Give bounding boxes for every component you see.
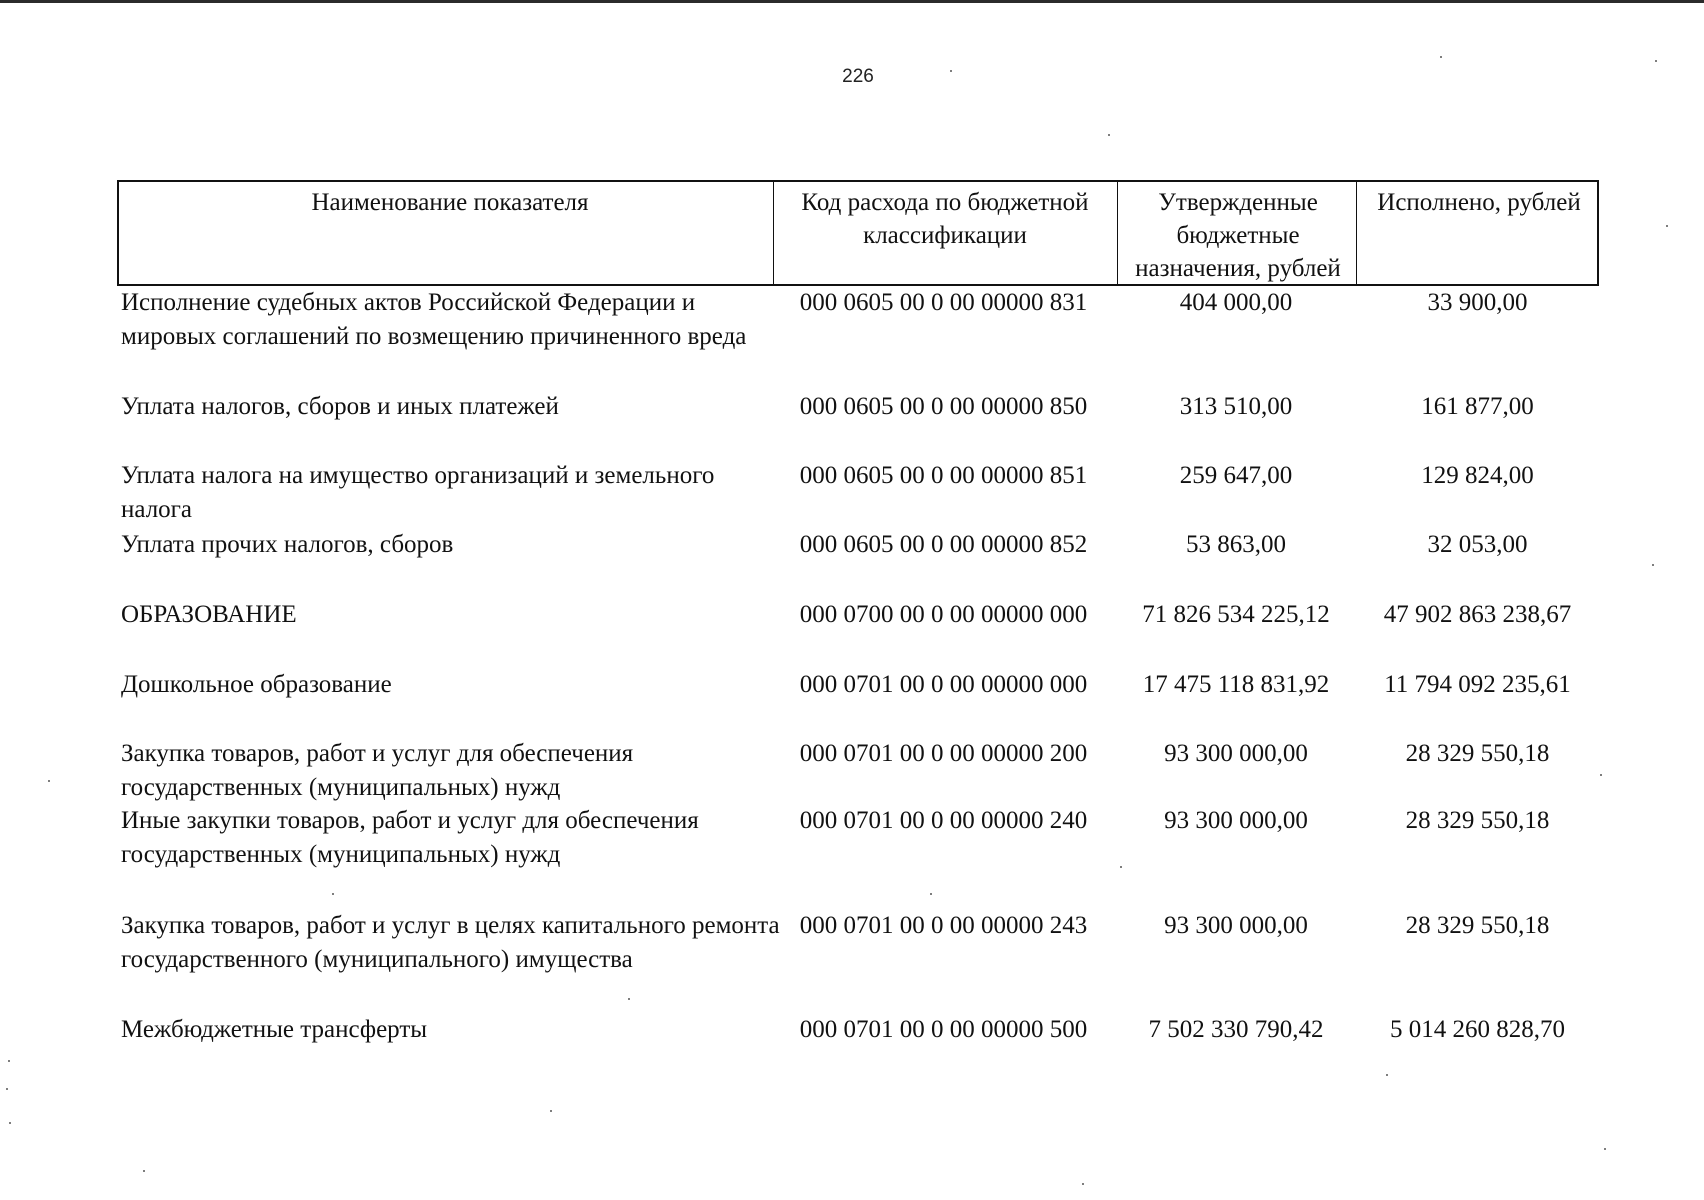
row-code: 000 0701 00 0 00 00000 200 bbox=[799, 740, 1088, 767]
row-code: 000 0701 00 0 00 00000 243 bbox=[799, 912, 1088, 939]
scan-speck bbox=[1652, 564, 1654, 566]
row-name: Закупка товаров, работ и услуг для обеспечения государственных (муниципальных) нужд bbox=[121, 740, 634, 801]
scan-speck bbox=[1666, 225, 1668, 227]
row-approved: 7 502 330 790,42 bbox=[1148, 1016, 1324, 1043]
scan-speck bbox=[550, 1110, 552, 1112]
row-approved: 93 300 000,00 bbox=[1164, 807, 1308, 834]
scan-speck bbox=[6, 1088, 8, 1090]
header-approved: Утвержденные бюджетные назначения, рублей bbox=[1135, 189, 1341, 282]
scan-speck bbox=[332, 893, 334, 895]
row-name: Уплата налога на имущество организаций и земельного налога bbox=[121, 462, 715, 523]
page-number: 226 bbox=[842, 66, 874, 87]
row-name: Закупка товаров, работ и услуг в целях капитального ремонта государственного (муниципального) имущества bbox=[121, 912, 780, 973]
row-name: Межбюджетные трансферты bbox=[121, 1016, 428, 1043]
row-executed: 47 902 863 238,67 bbox=[1383, 601, 1572, 628]
row-executed: 129 824,00 bbox=[1421, 462, 1534, 489]
row-executed: 28 329 550,18 bbox=[1405, 807, 1550, 834]
scan-speck bbox=[1600, 774, 1602, 776]
scan-speck bbox=[628, 998, 630, 1000]
scan-speck bbox=[1440, 56, 1442, 58]
scan-speck bbox=[1120, 866, 1122, 868]
scan-speck bbox=[930, 893, 932, 895]
row-approved: 93 300 000,00 bbox=[1164, 912, 1308, 939]
row-code: 000 0605 00 0 00 00000 831 bbox=[799, 289, 1088, 316]
scan-top-edge bbox=[0, 0, 1704, 3]
column-divider bbox=[1356, 180, 1357, 286]
row-approved: 93 300 000,00 bbox=[1164, 740, 1308, 767]
row-name: Уплата налогов, сборов и иных платежей bbox=[121, 393, 559, 420]
row-name: Исполнение судебных актов Российской Федерации и мировых соглашений по возмещению причиненного вреда bbox=[121, 289, 747, 350]
row-executed: 5 014 260 828,70 bbox=[1390, 1016, 1565, 1043]
row-executed: 28 329 550,18 bbox=[1405, 740, 1550, 767]
scan-speck bbox=[1604, 1148, 1606, 1150]
scan-speck bbox=[8, 1060, 10, 1062]
row-code: 000 0700 00 0 00 00000 000 bbox=[799, 601, 1088, 628]
row-executed: 11 794 092 235,61 bbox=[1384, 671, 1571, 698]
row-code: 000 0605 00 0 00 00000 850 bbox=[799, 393, 1088, 420]
scan-speck bbox=[48, 780, 50, 782]
scan-speck bbox=[1108, 134, 1110, 136]
row-approved: 313 510,00 bbox=[1179, 393, 1293, 420]
header-executed: Исполнено, рублей bbox=[1377, 189, 1581, 216]
row-code: 000 0605 00 0 00 00000 852 bbox=[799, 531, 1088, 558]
row-approved: 17 475 118 831,92 bbox=[1142, 671, 1330, 698]
row-approved: 404 000,00 bbox=[1179, 289, 1293, 316]
column-divider bbox=[1117, 180, 1118, 286]
scan-speck bbox=[1386, 1074, 1388, 1076]
row-name: Дошкольное образование bbox=[121, 671, 392, 698]
scan-speck bbox=[143, 1170, 145, 1172]
scan-speck bbox=[1082, 1183, 1084, 1185]
row-code: 000 0701 00 0 00 00000 240 bbox=[799, 807, 1088, 834]
scan-speck bbox=[950, 70, 952, 72]
row-executed: 33 900,00 bbox=[1427, 289, 1528, 316]
scan-speck bbox=[1655, 60, 1657, 62]
row-code: 000 0701 00 0 00 00000 500 bbox=[799, 1016, 1088, 1043]
row-name: Иные закупки товаров, работ и услуг для обеспечения государственных (муниципальных) нужд bbox=[121, 807, 699, 868]
column-divider bbox=[773, 180, 774, 286]
scan-speck bbox=[9, 1122, 11, 1124]
row-name: ОБРАЗОВАНИЕ bbox=[121, 601, 297, 628]
row-approved: 71 826 534 225,12 bbox=[1142, 601, 1330, 628]
header-code: Код расхода по бюджетной классификации bbox=[801, 189, 1089, 249]
row-approved: 53 863,00 bbox=[1186, 531, 1286, 558]
row-code: 000 0605 00 0 00 00000 851 bbox=[799, 462, 1088, 489]
row-executed: 161 877,00 bbox=[1421, 393, 1534, 420]
row-code: 000 0701 00 0 00 00000 000 bbox=[799, 671, 1088, 698]
row-executed: 32 053,00 bbox=[1427, 531, 1528, 558]
row-approved: 259 647,00 bbox=[1179, 462, 1293, 489]
header-name: Наименование показателя bbox=[311, 189, 589, 216]
row-executed: 28 329 550,18 bbox=[1405, 912, 1550, 939]
row-name: Уплата прочих налогов, сборов bbox=[121, 531, 454, 558]
